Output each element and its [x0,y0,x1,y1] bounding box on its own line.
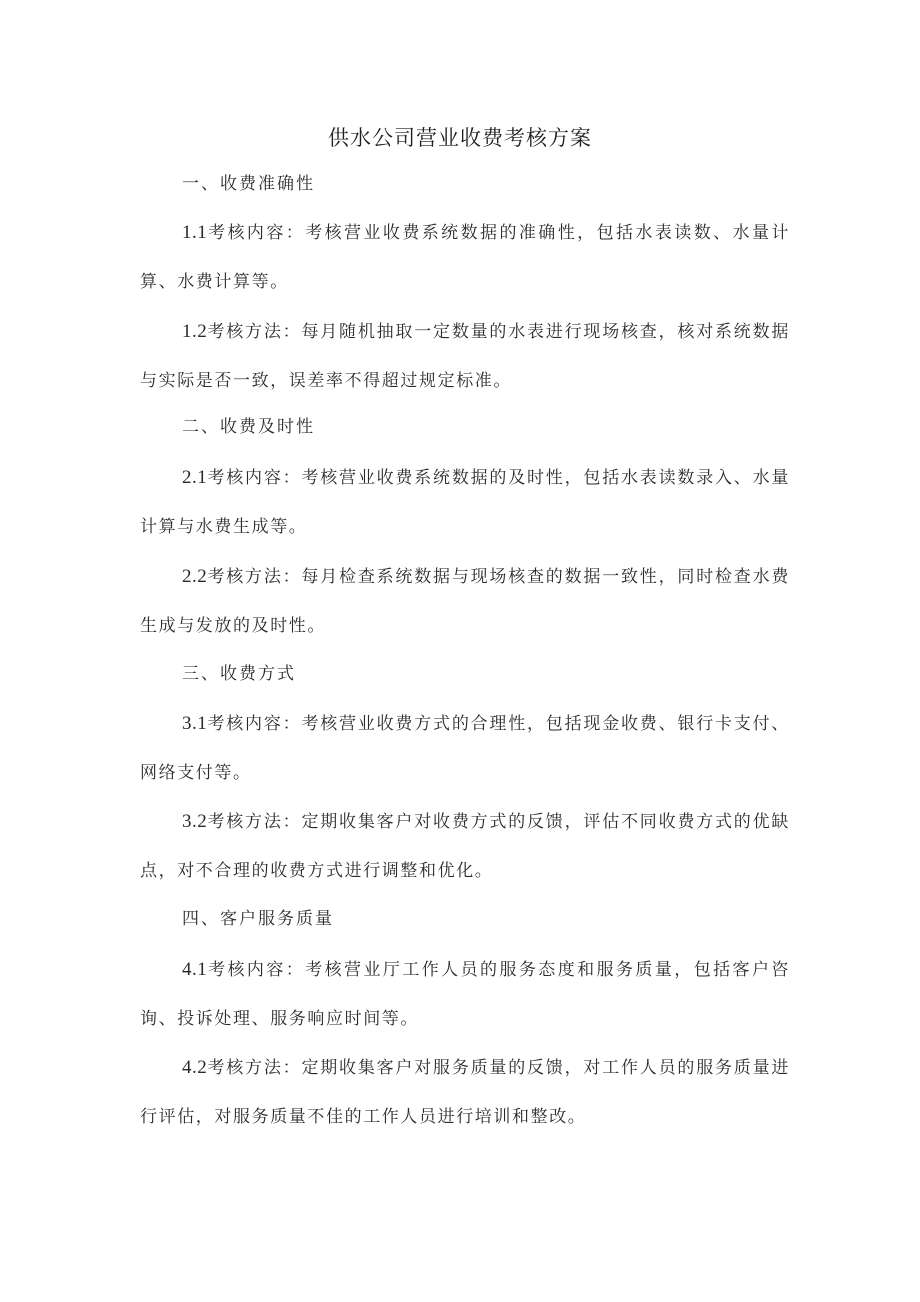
item-text: 考核内容：考核营业收费系统数据的准确性，包括水表读数、水量计算、水费计算等。 [140,223,790,292]
item-text: 考核方法：定期收集客户对收费方式的反馈，评估不同收费方式的优缺点，对不合理的收费方式进行调整和优化。 [140,812,790,881]
document-title: 供水公司营业收费考核方案 [328,126,592,150]
item-text: 考核方法：定期收集客户对服务质量的反馈，对工作人员的服务质量进行评估，对服务质量不佳的工作人员进行培训和整改。 [140,1058,790,1127]
item-text: 考核方法：每月随机抽取一定数量的水表进行现场核查，核对系统数据与实际是否一致，误差率不得超过规定标准。 [140,322,790,391]
item-number: 4.2 [182,1057,208,1078]
section-heading: 四、客户服务质量 [182,909,334,929]
section-item [140,945,790,1044]
item-text: 考核方法：每月检查系统数据与现场核查的数据一致性，同时检查水费生成与发放的及时性。 [140,567,790,636]
item-text: 考核内容：考核营业收费方式的合理性，包括现金收费、银行卡支付、网络支付等。 [140,714,790,783]
item-number: 3.2 [182,811,208,832]
section-item [140,453,790,552]
item-number: 2.2 [182,566,208,587]
item-number: 1.2 [182,321,208,342]
section-item [140,699,790,798]
item-number: 2.1 [182,467,208,488]
section-heading: 二、收费及时性 [182,417,315,437]
section-item [140,552,790,651]
section-item [140,307,790,406]
section-item [140,797,790,896]
section-heading: 三、收费方式 [182,664,296,684]
section-item [140,208,790,307]
item-text: 考核内容：考核营业厅工作人员的服务态度和服务质量，包括客户咨询、投诉处理、服务响应时间等。 [140,960,790,1029]
item-text: 考核内容：考核营业收费系统数据的及时性，包括水表读数录入、水量计算与水费生成等。 [140,468,790,537]
item-number: 4.1 [182,959,208,980]
item-number: 1.1 [182,222,208,243]
section-item [140,1043,790,1142]
section-heading: 一、收费准确性 [182,174,315,194]
item-number: 3.1 [182,713,208,734]
